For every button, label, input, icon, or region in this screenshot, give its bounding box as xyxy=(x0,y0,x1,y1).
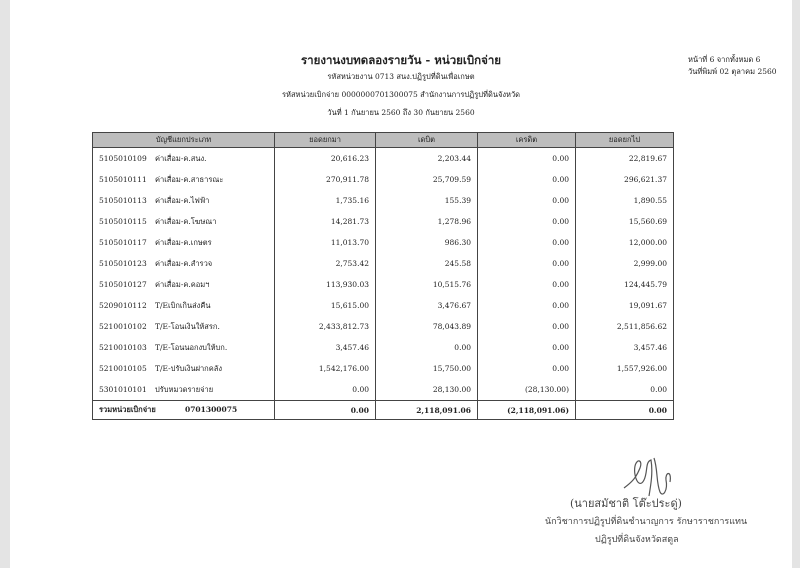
debit-cell: 78,043.89 xyxy=(376,316,478,337)
table-row xyxy=(93,169,674,190)
brought-forward-cell: 270,911.78 xyxy=(275,169,376,190)
table-row xyxy=(93,316,674,337)
credit-cell: 0.00 xyxy=(478,169,576,190)
page-number: หน้าที่ 6 จากทั้งหมด 6 xyxy=(688,55,761,64)
debit-cell: 28,130.00 xyxy=(376,379,478,401)
signatory-office: ปฏิรูปที่ดินจังหวัดสตูล xyxy=(595,535,679,545)
account-code: 5105010111 xyxy=(99,174,147,184)
credit-cell: 0.00 xyxy=(478,337,576,358)
table-row xyxy=(93,295,674,316)
debit-cell: 3,476.67 xyxy=(376,295,478,316)
credit-cell: 0.00 xyxy=(478,316,576,337)
account-name: ปรับหมวดรายจ่าย xyxy=(155,384,214,394)
account-cell xyxy=(93,379,275,401)
brought-forward-cell: 2,753.42 xyxy=(275,253,376,274)
total-brought-forward: 0.00 xyxy=(275,401,376,420)
disbursement-unit-line: รหัสหน่วยเบิกจ่าย 0000000701300075 สำนักงานการปฏิรูปที่ดินจังหวัด xyxy=(281,90,521,99)
carried-forward-cell: 19,091.67 xyxy=(576,295,674,316)
total-unit-code: 0701300075 xyxy=(185,405,238,414)
account-cell xyxy=(93,358,275,379)
account-code: 5105010113 xyxy=(99,195,147,205)
credit-cell: 0.00 xyxy=(478,358,576,379)
debit-cell: 245.58 xyxy=(376,253,478,274)
signatory-position: นักวิชาการปฏิรูปที่ดินชำนาญการ รักษาราชการแทน xyxy=(545,517,748,527)
brought-forward-cell: 0.00 xyxy=(275,379,376,401)
account-name: ค่าเสื่อม-ค.สำรวจ xyxy=(155,258,213,268)
table-row xyxy=(93,190,674,211)
total-row xyxy=(93,401,674,420)
credit-cell: (28,130.00) xyxy=(478,379,576,401)
carried-forward-cell: 0.00 xyxy=(576,379,674,401)
account-cell xyxy=(93,148,275,170)
header-brought-forward: ยอดยกมา xyxy=(275,133,376,148)
account-code: 5105010109 xyxy=(99,153,147,163)
header-account: บัญชีแยกประเภท xyxy=(93,133,275,148)
account-code: 5105010123 xyxy=(99,258,147,268)
debit-cell: 10,515.76 xyxy=(376,274,478,295)
signature-mark xyxy=(618,452,698,500)
account-code: 5105010115 xyxy=(99,216,147,226)
brought-forward-cell: 2,433,812.73 xyxy=(275,316,376,337)
report-title: รายงานงบทดลองรายวัน - หน่วยเบิกจ่าย xyxy=(300,53,502,67)
date-range: วันที่ 1 กันยายน 2560 ถึง 30 กันยายน 2560 xyxy=(327,108,475,117)
account-name: ค่าเสื่อม-ค.ไฟฟ้า xyxy=(155,195,210,205)
account-code: 5210010102 xyxy=(99,321,147,331)
credit-cell: 0.00 xyxy=(478,253,576,274)
account-name: ค่าเสื่อม-ค.เกษตร xyxy=(155,237,212,247)
debit-cell: 155.39 xyxy=(376,190,478,211)
carried-forward-cell: 12,000.00 xyxy=(576,232,674,253)
table-row xyxy=(93,337,674,358)
brought-forward-cell: 1,735.16 xyxy=(275,190,376,211)
debit-cell: 2,203.44 xyxy=(376,148,478,170)
account-name: ค่าเสื่อม-ค.คอมฯ xyxy=(155,279,210,289)
carried-forward-cell: 1,890.55 xyxy=(576,190,674,211)
carried-forward-cell: 3,457.46 xyxy=(576,337,674,358)
table-row xyxy=(93,358,674,379)
table-row xyxy=(93,253,674,274)
credit-cell: 0.00 xyxy=(478,295,576,316)
table-row xyxy=(93,379,674,401)
total-label: รวมหน่วยเบิกจ่าย xyxy=(99,405,156,414)
credit-cell: 0.00 xyxy=(478,274,576,295)
page-info xyxy=(688,54,777,78)
table-header-row xyxy=(93,133,674,148)
carried-forward-cell: 15,560.69 xyxy=(576,211,674,232)
debit-cell: 0.00 xyxy=(376,337,478,358)
brought-forward-cell: 3,457.46 xyxy=(275,337,376,358)
signatory-name: (นายสมัชาติ โต๊ะประดู่) xyxy=(570,497,682,510)
carried-forward-cell: 1,557,926.00 xyxy=(576,358,674,379)
table-row xyxy=(93,274,674,295)
header-carried-forward: ยอดยกไป xyxy=(576,133,674,148)
unit-code-line: รหัสหน่วยงาน 0713 สนง.ปฏิรูปที่ดินเพื่อเกษต xyxy=(327,72,475,81)
total-carried-forward: 0.00 xyxy=(576,401,674,420)
account-cell xyxy=(93,295,275,316)
account-code: 5301010101 xyxy=(99,384,147,394)
account-code: 5209010112 xyxy=(99,300,147,310)
brought-forward-cell: 14,281.73 xyxy=(275,211,376,232)
table-row xyxy=(93,232,674,253)
account-cell xyxy=(93,253,275,274)
header-credit: เครดิต xyxy=(478,133,576,148)
brought-forward-cell: 1,542,176.00 xyxy=(275,358,376,379)
total-credit: (2,118,091.06) xyxy=(478,401,576,420)
debit-cell: 986.30 xyxy=(376,232,478,253)
carried-forward-cell: 296,621.37 xyxy=(576,169,674,190)
brought-forward-cell: 11,013.70 xyxy=(275,232,376,253)
account-name: T/E-โอนเงินให้สรก. xyxy=(155,321,220,331)
account-code: 5210010105 xyxy=(99,363,147,373)
header-debit: เดบิต xyxy=(376,133,478,148)
debit-cell: 1,278.96 xyxy=(376,211,478,232)
carried-forward-cell: 124,445.79 xyxy=(576,274,674,295)
total-debit: 2,118,091.06 xyxy=(376,401,478,420)
account-name: T/Eเบิกเกินส่งคืน xyxy=(155,300,211,310)
carried-forward-cell: 22,819.67 xyxy=(576,148,674,170)
account-name: T/E-โอนนอกงบให้บก. xyxy=(155,342,228,352)
total-label-cell xyxy=(93,401,275,420)
account-name: ค่าเสื่อม-ค.โฆษณา xyxy=(155,216,217,226)
credit-cell: 0.00 xyxy=(478,148,576,170)
debit-cell: 25,709.59 xyxy=(376,169,478,190)
credit-cell: 0.00 xyxy=(478,232,576,253)
account-code: 5105010117 xyxy=(99,237,147,247)
account-code: 5210010103 xyxy=(99,342,147,352)
table-row xyxy=(93,148,674,170)
account-cell xyxy=(93,316,275,337)
account-code: 5105010127 xyxy=(99,279,147,289)
account-cell xyxy=(93,211,275,232)
print-date: วันที่พิมพ์ 02 ตุลาคม 2560 xyxy=(688,67,777,76)
account-cell xyxy=(93,232,275,253)
brought-forward-cell: 15,615.00 xyxy=(275,295,376,316)
credit-cell: 0.00 xyxy=(478,211,576,232)
account-cell xyxy=(93,337,275,358)
brought-forward-cell: 113,930.03 xyxy=(275,274,376,295)
carried-forward-cell: 2,511,856.62 xyxy=(576,316,674,337)
table-row xyxy=(93,211,674,232)
account-name: ค่าเสื่อม-ค.สาธารณะ xyxy=(155,174,224,184)
debit-cell: 15,750.00 xyxy=(376,358,478,379)
account-cell xyxy=(93,169,275,190)
account-cell xyxy=(93,190,275,211)
account-cell xyxy=(93,274,275,295)
credit-cell: 0.00 xyxy=(478,190,576,211)
account-name: ค่าเสื่อม-ค.สนง. xyxy=(155,153,207,163)
brought-forward-cell: 20,616.23 xyxy=(275,148,376,170)
trial-balance-table xyxy=(92,132,674,420)
table-body xyxy=(93,148,674,401)
report-page xyxy=(10,0,792,568)
account-name: T/E-ปรับเงินฝากคลัง xyxy=(155,363,223,373)
carried-forward-cell: 2,999.00 xyxy=(576,253,674,274)
